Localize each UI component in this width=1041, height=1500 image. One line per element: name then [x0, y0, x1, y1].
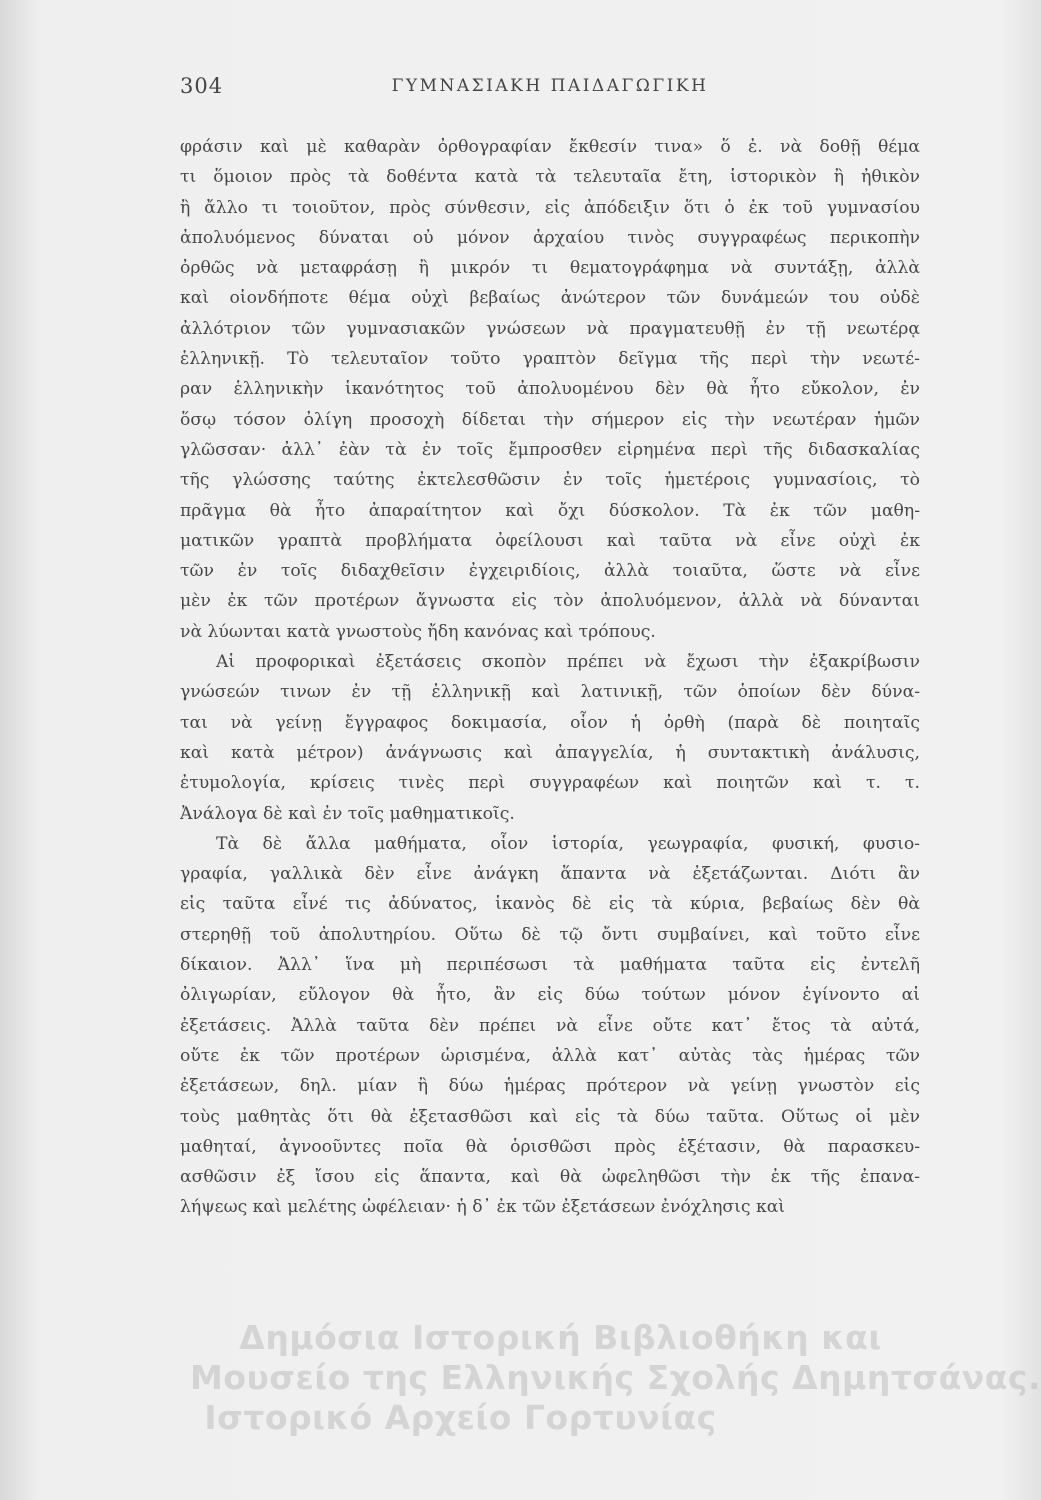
text-line: οὔτε ἐκ τῶν προτέρων ὡρισμένα, ἀλλὰ κατ᾽ αὐτὰς τὰς ἡμέρας τῶν [180, 1045, 920, 1066]
header-title: ΓΥΜΝΑΣΙΑΚΗ ΠΑΙΔΑΓΩΓΙΚΗ [391, 76, 709, 96]
text-line: τῆς γλώσσης ταύτης ἐκτελεσθῶσιν ἐν τοῖς ἡμετέροις γυμνασίοις, τὸ [180, 470, 920, 491]
text-line: μαθηταί, ἀγνοοῦντες ποῖα θὰ ὁρισθῶσι πρὸς ἐξέτασιν, θὰ παρασκευ- [180, 1136, 920, 1157]
text-line: ἐτυμολογία, κρίσεις τινὲς περὶ συγγραφέων καὶ ποιητῶν καὶ τ. τ. [180, 773, 920, 794]
paragraph [180, 829, 920, 1223]
text-line: γραφία, γαλλικὰ δὲν εἶνε ἀνάγκη ἅπαντα νὰ ἐξετάζωνται. Διότι ἂν [180, 864, 920, 885]
text-line: Αἱ προφορικαὶ ἐξετάσεις σκοπὸν πρέπει νὰ ἔχωσι τὴν ἐξακρίβωσιν [216, 652, 920, 673]
text-line: ὅσῳ τόσον ὀλίγη προσοχὴ δίδεται τὴν σήμερον εἰς τὴν νεωτέραν ἡμῶν [180, 409, 920, 430]
text-line: ασθῶσιν ἐξ ἴσου εἰς ἅπαντα, καὶ θὰ ὠφεληθῶσι τὴν ἐκ τῆς ἐπανα- [180, 1167, 920, 1188]
text-line: ἐξετάσεις. Ἀλλὰ ταῦτα δὲν πρέπει νὰ εἶνε οὔτε κατ᾽ ἔτος τὰ αὐτά, [180, 1015, 920, 1036]
watermark-line-3: Ιστορικό Αρχείο Γορτυνίας [204, 1398, 717, 1437]
paragraph [180, 647, 920, 829]
text-line: Τὰ δὲ ἄλλα μαθήματα, οἷον ἱστορία, γεωγραφία, φυσική, φυσιο- [216, 833, 920, 854]
text-line: νὰ λύωνται κατὰ γνωστοὺς ἤδη κανόνας καὶ τρόπους. [180, 621, 656, 642]
text-line: τι ὅμοιον πρὸς τὰ δοθέντα κατὰ τὰ τελευταῖα ἔτη, ἱστορικὸν ἢ ἠθικὸν [180, 167, 920, 188]
text-line: ραν ἑλληνικὴν ἱκανότητος τοῦ ἀπολυομένου δὲν θὰ ἦτο εὔκολον, ἐν [180, 379, 920, 400]
text-line: πρᾶγμα θὰ ἦτο ἀπαραίτητον καὶ ὄχι δύσκολον. Τὰ ἐκ τῶν μαθη- [180, 500, 920, 521]
text-line: ἀπολυόμενος δύναται οὐ μόνον ἀρχαίου τινὸς συγγραφέως περικοπὴν [180, 227, 920, 248]
text-line: τοὺς μαθητὰς ὅτι θὰ ἐξετασθῶσι καὶ εἰς τὰ δύω ταῦτα. Οὕτως οἱ μὲν [180, 1106, 920, 1127]
watermark-line-1: Δημόσια Ιστορική Βιβλιοθήκη και [239, 1318, 882, 1357]
text-line: ὀλιγωρίαν, εὔλογον θὰ ἦτο, ἂν εἰς δύω τούτων μόνον ἐγίνοντο αἱ [180, 985, 920, 1006]
running-head [180, 68, 920, 108]
text-line: εἰς ταῦτα εἶνέ τις ἀδύνατος, ἱκανὸς δὲ εἰς τὰ κύρια, βεβαίως δὲν θὰ [180, 894, 920, 915]
text-line: ὀρθῶς νὰ μεταφράσῃ ἢ μικρόν τι θεματογράφημα νὰ συντάξῃ, ἀλλὰ [180, 258, 920, 279]
page-number: 304 [180, 74, 224, 98]
text-line: ἐξετάσεων, δηλ. μίαν ἢ δύω ἡμέρας πρότερον νὰ γείνῃ γνωστὸν εἰς [180, 1076, 920, 1097]
text-line: Ἀνάλογα δὲ καὶ ἐν τοῖς μαθηματικοῖς. [180, 803, 515, 824]
text-line: γνώσεών τινων ἐν τῇ ἑλληνικῇ καὶ λατινικῇ, τῶν ὁποίων δὲν δύνα- [180, 682, 920, 703]
text-line: ἢ ἄλλο τι τοιοῦτον, πρὸς σύνθεσιν, εἰς ἀπόδειξιν ὅτι ὁ ἐκ τοῦ γυμνασίου [180, 197, 920, 218]
body-text [180, 132, 920, 1223]
text-line: λήψεως καὶ μελέτης ὠφέλειαν· ἡ δ᾽ ἐκ τῶν ἐξετάσεων ἐνόχλησις καὶ [180, 1197, 786, 1218]
text-line: στερηθῇ τοῦ ἀπολυτηρίου. Οὕτω δὲ τῷ ὄντι συμβαίνει, καὶ τοῦτο εἶνε [180, 924, 920, 945]
watermark-line-2: Μουσείο της Ελληνικής Σχολής Δημητσάνας. [189, 1358, 1041, 1397]
text-line: μὲν ἐκ τῶν προτέρων ἄγνωστα εἰς τὸν ἀπολυόμενον, ἀλλὰ νὰ δύνανται [180, 591, 920, 612]
text-line: δίκαιον. Ἀλλ᾽ ἵνα μὴ περιπέσωσι τὰ μαθήματα ταῦτα εἰς ἐντελῆ [180, 955, 920, 976]
text-line: ἀλλότριον τῶν γυμνασιακῶν γνώσεων νὰ πραγματευθῇ ἐν τῇ νεωτέρᾳ [180, 318, 920, 339]
text-line: ματικῶν γραπτὰ προβλήματα ὀφείλουσι καὶ ταῦτα νὰ εἶνε οὐχὶ ἐκ [180, 530, 920, 551]
text-line: καὶ οἱονδήποτε θέμα οὐχὶ βεβαίως ἀνώτερον τῶν δυνάμεών του οὐδὲ [180, 288, 920, 309]
text-line: φράσιν καὶ μὲ καθαρὰν ὀρθογραφίαν ἔκθεσίν τινα» ὅ ἐ. νὰ δοθῇ θέμα [180, 137, 920, 157]
paragraph [180, 132, 920, 647]
text-line: τῶν ἐν τοῖς διδαχθεῖσιν ἐγχειριδίοις, ἀλλὰ τοιαῦτα, ὥστε νὰ εἶνε [180, 561, 920, 582]
text-line: ἑλληνικῇ. Τὸ τελευταῖον τοῦτο γραπτὸν δεῖγμα τῆς περὶ τὴν νεωτέ- [180, 349, 920, 370]
text-line: ται νὰ γείνῃ ἔγγραφος δοκιμασία, οἷον ἡ ὀρθὴ (παρὰ δὲ ποιηταῖς [180, 712, 920, 733]
text-line: γλῶσσαν· ἀλλ᾽ ἐὰν τὰ ἐν τοῖς ἔμπροσθεν εἰρημένα περὶ τῆς διδασκαλίας [180, 439, 920, 460]
text-line: καὶ κατὰ μέτρον) ἀνάγνωσις καὶ ἀπαγγελία, ἡ συντακτικὴ ἀνάλυσις, [180, 742, 920, 763]
